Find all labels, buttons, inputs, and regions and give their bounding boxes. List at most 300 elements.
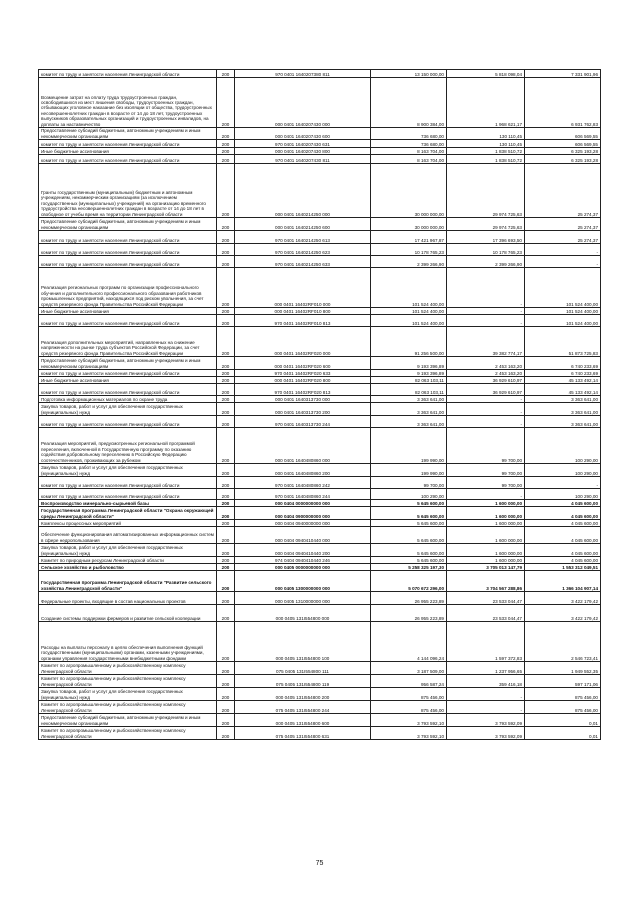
line-item-name: Сельское хозяйство и рыболовство <box>39 564 217 571</box>
remaining-amount: 6 325 193,28 <box>525 148 601 155</box>
executed-amount: 1 600 000,00 <box>447 544 525 557</box>
line-item-name: Гранты государственным (муниципальным) бюджетным и автономным учреждениям, некоммерческим организациям (за исключением государственных (муниципальных) учреждений) на организацию временного трудоустройства несовершеннолетних граждан в возрасте от 14 до 18 лет в свободное от учебы время на территории Ленинградской области <box>39 164 217 218</box>
table-row <box>39 701 601 714</box>
table-row <box>39 507 601 520</box>
executed-amount: 1 838 510,72 <box>447 148 525 155</box>
line-code: 200 <box>217 507 235 520</box>
line-code: 200 <box>217 727 235 740</box>
approved-amount: 4 144 096,24 <box>371 622 447 662</box>
budget-classification-code: 000 0401 1640207430 600 <box>235 128 371 140</box>
line-code: 200 <box>217 327 235 357</box>
executed-amount: - <box>447 489 525 500</box>
budget-classification-code: 000 0401 1640214250 600 <box>235 218 371 231</box>
executed-amount: 29 974 725,63 <box>447 164 525 218</box>
budget-classification-code: 000 0405 1310000000 000 <box>235 592 371 605</box>
line-item-name: комитет по труду и занятости населения Ленинградской области <box>39 70 217 78</box>
remaining-amount: 100 290,00 <box>525 489 601 500</box>
table-row <box>39 315 601 327</box>
budget-classification-code: 970 0401 16402RF010 813 <box>235 315 371 327</box>
remaining-amount: 875 456,00 <box>525 688 601 701</box>
approved-amount: 101 524 400,00 <box>371 315 447 327</box>
budget-classification-code: 000 0401 16402RF010 800 <box>235 308 371 315</box>
approved-amount: 101 524 400,00 <box>371 268 447 308</box>
table-row <box>39 218 601 231</box>
table-row <box>39 605 601 622</box>
line-item-name: комитет по труду и занятости населения Ленинградской области <box>39 231 217 244</box>
line-item-name: Государственная программа Ленинградской области "Развитие сельского хозяйства Ленинградской области" <box>39 571 217 592</box>
approved-amount: 736 680,00 <box>371 140 447 148</box>
table-row <box>39 327 601 357</box>
executed-amount: - <box>447 396 525 403</box>
table-row <box>39 727 601 740</box>
budget-table <box>38 69 601 740</box>
remaining-amount: 4 045 600,00 <box>525 527 601 544</box>
remaining-amount: - <box>525 256 601 268</box>
budget-classification-code: 970 0401 1640313730 244 <box>235 416 371 428</box>
executed-amount: - <box>447 688 525 701</box>
executed-amount: 99 700,00 <box>447 464 525 477</box>
table-row <box>39 155 601 164</box>
table-row <box>39 396 601 403</box>
table-row <box>39 527 601 544</box>
line-item-name: Иные бюджетные ассигнования <box>39 377 217 384</box>
approved-amount: 101 524 400,00 <box>371 308 447 315</box>
approved-amount: 8 163 704,00 <box>371 155 447 164</box>
line-code: 200 <box>217 70 235 78</box>
executed-amount: 2 453 163,20 <box>447 370 525 377</box>
line-item-name: комитет по труду и занятости населения Ленинградской области <box>39 370 217 377</box>
executed-amount: 23 533 044,47 <box>447 605 525 622</box>
budget-classification-code: 000 0405 131I554800 600 <box>235 714 371 727</box>
table-row <box>39 592 601 605</box>
line-item-name: Комитет по агропромышленному и рыбохозяйственному комплексу Ленинградской области <box>39 675 217 688</box>
remaining-amount: 7 331 901,96 <box>525 70 601 78</box>
remaining-amount: 6 325 193,28 <box>525 155 601 164</box>
approved-amount: 13 150 000,00 <box>371 70 447 78</box>
table-row <box>39 477 601 489</box>
budget-classification-code: 075 0405 131I554800 119 <box>235 675 371 688</box>
budget-classification-code: 970 0401 1640207430 631 <box>235 140 371 148</box>
approved-amount: 5 645 600,00 <box>371 507 447 520</box>
approved-amount: 26 955 223,89 <box>371 592 447 605</box>
line-code: 200 <box>217 244 235 256</box>
executed-amount: 3 705 013 147,79 <box>447 564 525 571</box>
remaining-amount: 25 274,37 <box>525 218 601 231</box>
remaining-amount: 1 553 312 049,51 <box>525 564 601 571</box>
remaining-amount: 606 569,55 <box>525 128 601 140</box>
approved-amount: 5 645 600,00 <box>371 527 447 544</box>
line-code: 200 <box>217 256 235 268</box>
line-code: 200 <box>217 544 235 557</box>
approved-amount: 26 955 223,89 <box>371 605 447 622</box>
line-code: 200 <box>217 571 235 592</box>
approved-amount: 875 456,00 <box>371 688 447 701</box>
executed-amount: 1 838 510,72 <box>447 155 525 164</box>
budget-classification-code: 000 0405 131I554800 000 <box>235 605 371 622</box>
executed-amount: 1 600 000,00 <box>447 500 525 507</box>
remaining-amount: 100 290,00 <box>525 428 601 464</box>
budget-classification-code: 000 0401 1640480860 000 <box>235 428 371 464</box>
table-row <box>39 308 601 315</box>
remaining-amount: 6 740 233,69 <box>525 357 601 370</box>
remaining-amount: 51 873 725,83 <box>525 327 601 357</box>
budget-classification-code: 000 0401 1640313730 000 <box>235 396 371 403</box>
table-row <box>39 571 601 592</box>
budget-classification-code: 075 0405 131I554800 244 <box>235 701 371 714</box>
remaining-amount: 101 524 400,00 <box>525 268 601 308</box>
table-row <box>39 403 601 416</box>
table-row <box>39 370 601 377</box>
executed-amount: 2 453 163,20 <box>447 357 525 370</box>
table-row <box>39 70 601 78</box>
line-code: 200 <box>217 155 235 164</box>
table-row <box>39 675 601 688</box>
approved-amount: 30 000 000,00 <box>371 164 447 218</box>
line-item-name: Предоставление субсидий бюджетным, автономным учреждениям и иным некоммерческим организациям <box>39 357 217 370</box>
line-item-name: Создание системы поддержки фермеров и развитие сельской кооперации <box>39 605 217 622</box>
line-item-name: Реализация региональных программ по организации профессионального обучения и дополнительного профессионального образования работников промышленных предприятий, находящихся под риском увольнения, за счет средств резервного фонда Правительства Российской Федерации <box>39 268 217 308</box>
budget-classification-code: 000 0405 1300000000 000 <box>235 571 371 592</box>
remaining-amount: 25 274,37 <box>525 231 601 244</box>
remaining-amount: 1 949 552,35 <box>525 662 601 675</box>
line-code: 200 <box>217 416 235 428</box>
line-item-name: Предоставление субсидий бюджетным, автономным учреждениям и иным некоммерческим организациям <box>39 218 217 231</box>
executed-amount: 359 416,18 <box>447 675 525 688</box>
line-code: 200 <box>217 688 235 701</box>
budget-classification-code: 075 0405 131I554800 111 <box>235 662 371 675</box>
executed-amount: 130 110,45 <box>447 128 525 140</box>
table-row <box>39 416 601 428</box>
remaining-amount: 2 546 723,41 <box>525 622 601 662</box>
budget-classification-code: 970 0401 1640207430 811 <box>235 155 371 164</box>
remaining-amount: 4 045 600,00 <box>525 507 601 520</box>
table-row <box>39 357 601 370</box>
executed-amount: 99 700,00 <box>447 477 525 489</box>
remaining-amount: 3 422 179,42 <box>525 592 601 605</box>
approved-amount: 17 421 967,87 <box>371 231 447 244</box>
line-code: 200 <box>217 527 235 544</box>
approved-amount: 100 290,00 <box>371 489 447 500</box>
budget-classification-code: 000 0405 0000000000 000 <box>235 564 371 571</box>
line-code: 200 <box>217 557 235 564</box>
remaining-amount: 3 363 641,00 <box>525 403 601 416</box>
executed-amount: 1 600 000,00 <box>447 520 525 527</box>
executed-amount: 17 396 693,50 <box>447 231 525 244</box>
line-item-name: комитет по труду и занятости населения Ленинградской области <box>39 384 217 396</box>
budget-classification-code: 000 0401 1640207430 800 <box>235 148 371 155</box>
remaining-amount: 1 366 104 907,14 <box>525 571 601 592</box>
budget-classification-code: 000 0401 16402RF020 800 <box>235 377 371 384</box>
budget-classification-code: 000 0401 1640207430 000 <box>235 78 371 128</box>
line-item-name: Предоставление субсидий бюджетным, автономным учреждениям и иным некоммерческим организациям <box>39 128 217 140</box>
line-item-name: Федеральные проекты, входящие в состав национальных проектов <box>39 592 217 605</box>
line-item-name: комитет по труду и занятости населения Ленинградской области <box>39 416 217 428</box>
executed-amount: 3 704 567 288,86 <box>447 571 525 592</box>
line-item-name: комитет по труду и занятости населения Ленинградской области <box>39 256 217 268</box>
line-item-name: комитет по труду и занятости населения Ленинградской области <box>39 477 217 489</box>
executed-amount: - <box>447 308 525 315</box>
approved-amount: 3 793 592,10 <box>371 727 447 740</box>
line-item-name: комитет по труду и занятости населения Ленинградской области <box>39 489 217 500</box>
budget-classification-code: 970 0401 1640214250 633 <box>235 256 371 268</box>
budget-table-body <box>39 70 601 740</box>
table-row <box>39 464 601 477</box>
line-item-name: Реализация мероприятий, предусмотренных региональной программой переселения, включенной в Государственную программу по оказанию содействия добровольному переселению в Российскую Федерацию соотечественников, проживающих за рубежом <box>39 428 217 464</box>
executed-amount: - <box>447 416 525 428</box>
budget-classification-code: 970 0401 1640214250 613 <box>235 231 371 244</box>
remaining-amount: 4 045 600,00 <box>525 500 601 507</box>
executed-amount: 1 600 000,00 <box>447 557 525 564</box>
budget-classification-code: 000 0404 0940410440 000 <box>235 527 371 544</box>
line-item-name: комитет по труду и занятости населения Ленинградской области <box>39 140 217 148</box>
remaining-amount: - <box>525 244 601 256</box>
line-item-name: Комплексы процессных мероприятий <box>39 520 217 527</box>
executed-amount: 23 533 044,47 <box>447 592 525 605</box>
approved-amount: 5 645 600,00 <box>371 544 447 557</box>
budget-classification-code: 000 0405 131I554800 100 <box>235 622 371 662</box>
line-code: 200 <box>217 148 235 155</box>
budget-classification-code: 970 0401 1640480860 242 <box>235 477 371 489</box>
approved-amount: 3 363 641,00 <box>371 416 447 428</box>
executed-amount: 1 600 000,00 <box>447 527 525 544</box>
executed-amount: - <box>447 315 525 327</box>
remaining-amount: 25 274,37 <box>525 164 601 218</box>
line-item-name: Комитет по агропромышленному и рыбохозяйственному комплексу Ленинградской области <box>39 727 217 740</box>
line-item-name: Государственная программа Ленинградской области "Охрана окружающей среды Ленинградской области" <box>39 507 217 520</box>
line-item-name: Реализация дополнительных мероприятий, направленных на снижение напряженности на рынке труда субъектов Российской Федерации, за счет средств резервного фонда Правительства Российской Федерации <box>39 327 217 357</box>
table-row <box>39 622 601 662</box>
executed-amount: 5 818 098,04 <box>447 70 525 78</box>
remaining-amount: 6 931 762,83 <box>525 78 601 128</box>
line-code: 200 <box>217 564 235 571</box>
executed-amount: 99 700,00 <box>447 428 525 464</box>
approved-amount: 3 793 592,10 <box>371 714 447 727</box>
table-row <box>39 140 601 148</box>
remaining-amount: 3 363 641,00 <box>525 396 601 403</box>
budget-classification-code: 000 0404 0940410440 200 <box>235 544 371 557</box>
budget-classification-code: 000 0401 1640480860 200 <box>235 464 371 477</box>
executed-amount: 36 929 610,97 <box>447 384 525 396</box>
line-code: 200 <box>217 592 235 605</box>
executed-amount: - <box>447 268 525 308</box>
budget-classification-code: 000 0404 0900000000 000 <box>235 507 371 520</box>
executed-amount: 130 110,45 <box>447 140 525 148</box>
remaining-amount: 606 569,55 <box>525 140 601 148</box>
budget-classification-code: 970 0401 16402RF020 813 <box>235 384 371 396</box>
approved-amount: 3 363 641,00 <box>371 403 447 416</box>
table-row <box>39 500 601 507</box>
line-item-name: Закупка товаров, работ и услуг для обеспечения государственных (муниципальных) нужд <box>39 544 217 557</box>
remaining-amount: 875 456,00 <box>525 701 601 714</box>
table-row <box>39 428 601 464</box>
table-row <box>39 662 601 675</box>
line-code: 200 <box>217 403 235 416</box>
executed-amount: 10 178 765,23 <box>447 244 525 256</box>
line-code: 200 <box>217 357 235 370</box>
executed-amount: 1 237 956,65 <box>447 662 525 675</box>
executed-amount: 1 968 621,17 <box>447 78 525 128</box>
line-code: 200 <box>217 675 235 688</box>
remaining-amount: - <box>525 477 601 489</box>
line-item-name: Иные бюджетные ассигнования <box>39 308 217 315</box>
approved-amount: 9 193 396,89 <box>371 370 447 377</box>
line-code: 200 <box>217 396 235 403</box>
executed-amount: 29 974 725,63 <box>447 218 525 231</box>
approved-amount: 8 900 384,00 <box>371 78 447 128</box>
budget-classification-code: 970 0401 1640480860 244 <box>235 489 371 500</box>
line-code: 200 <box>217 140 235 148</box>
budget-classification-code: 000 0401 1640214250 000 <box>235 164 371 218</box>
remaining-amount: 4 045 600,00 <box>525 557 601 564</box>
approved-amount: 82 063 103,11 <box>371 377 447 384</box>
table-row <box>39 557 601 564</box>
table-row <box>39 231 601 244</box>
line-item-name: комитет по труду и занятости населения Ленинградской области <box>39 155 217 164</box>
table-row <box>39 489 601 500</box>
remaining-amount: 4 045 600,00 <box>525 520 601 527</box>
approved-amount: 10 178 765,23 <box>371 244 447 256</box>
budget-classification-code: 000 0404 0000000000 000 <box>235 500 371 507</box>
line-code: 200 <box>217 268 235 308</box>
executed-amount: 2 399 266,90 <box>447 256 525 268</box>
remaining-amount: 101 524 400,00 <box>525 308 601 315</box>
line-code: 200 <box>217 477 235 489</box>
line-item-name: Иные бюджетные ассигнования <box>39 148 217 155</box>
line-code: 200 <box>217 308 235 315</box>
table-row <box>39 244 601 256</box>
line-item-name: Комитет по природным ресурсам Ленинградской области <box>39 557 217 564</box>
line-code: 200 <box>217 128 235 140</box>
budget-classification-code: 974 0404 0940410440 246 <box>235 557 371 564</box>
executed-amount: 36 929 610,97 <box>447 377 525 384</box>
line-item-name: Предоставление субсидий бюджетным, автономным учреждениям и иным некоммерческим организациям <box>39 714 217 727</box>
remaining-amount: 101 524 400,00 <box>525 315 601 327</box>
approved-amount: 82 063 103,11 <box>371 384 447 396</box>
approved-amount: 5 070 672 296,00 <box>371 571 447 592</box>
page-number: 75 <box>315 860 324 867</box>
budget-classification-code: 000 0401 16402RF010 000 <box>235 268 371 308</box>
line-code: 200 <box>217 605 235 622</box>
budget-classification-code: 000 0404 0940000000 000 <box>235 520 371 527</box>
budget-classification-code: 000 0401 16402RF020 600 <box>235 357 371 370</box>
executed-amount: 1 597 372,83 <box>447 622 525 662</box>
line-item-name: Обеспечение функционирования автоматизированных информационных систем в сфере недропользования <box>39 527 217 544</box>
table-row <box>39 128 601 140</box>
executed-amount: 39 382 774,17 <box>447 327 525 357</box>
line-code: 200 <box>217 464 235 477</box>
approved-amount: 91 256 500,00 <box>371 327 447 357</box>
remaining-amount: 4 045 600,00 <box>525 544 601 557</box>
table-row <box>39 164 601 218</box>
budget-classification-code: 000 0405 131I554800 200 <box>235 688 371 701</box>
line-code: 200 <box>217 622 235 662</box>
line-code: 200 <box>217 384 235 396</box>
line-item-name: Закупка товаров, работ и услуг для обеспечения государственных (муниципальных) нужд <box>39 688 217 701</box>
table-row <box>39 520 601 527</box>
line-item-name: Закупка товаров, работ и услуг для обеспечения государственных (муниципальных) нужд <box>39 403 217 416</box>
approved-amount: 199 990,00 <box>371 464 447 477</box>
table-row <box>39 377 601 384</box>
approved-amount: 3 187 509,00 <box>371 662 447 675</box>
table-row <box>39 148 601 155</box>
executed-amount: - <box>447 701 525 714</box>
table-row <box>39 688 601 701</box>
approved-amount: 5 258 325 197,30 <box>371 564 447 571</box>
line-code: 200 <box>217 714 235 727</box>
remaining-amount: 100 290,00 <box>525 464 601 477</box>
line-code: 200 <box>217 231 235 244</box>
line-item-name: Закупка товаров, работ и услуг для обеспечения государственных (муниципальных) нужд <box>39 464 217 477</box>
table-row <box>39 714 601 727</box>
approved-amount: 956 587,24 <box>371 675 447 688</box>
line-code: 200 <box>217 377 235 384</box>
budget-classification-code: 970 0401 1640214250 623 <box>235 244 371 256</box>
table-row <box>39 268 601 308</box>
approved-amount: 99 700,00 <box>371 477 447 489</box>
executed-amount: 1 600 000,00 <box>447 507 525 520</box>
approved-amount: 5 645 600,00 <box>371 500 447 507</box>
budget-classification-code: 075 0405 131I554800 631 <box>235 727 371 740</box>
executed-amount: 3 793 592,09 <box>447 727 525 740</box>
line-code: 200 <box>217 315 235 327</box>
line-code: 200 <box>217 218 235 231</box>
line-code: 200 <box>217 489 235 500</box>
line-item-name: комитет по труду и занятости населения Ленинградской области <box>39 315 217 327</box>
line-code: 200 <box>217 520 235 527</box>
remaining-amount: 45 133 492,14 <box>525 384 601 396</box>
line-item-name: комитет по труду и занятости населения Ленинградской области <box>39 244 217 256</box>
table-row <box>39 256 601 268</box>
remaining-amount: 597 171,06 <box>525 675 601 688</box>
line-item-name: Комитет по агропромышленному и рыбохозяйственному комплексу Ленинградской области <box>39 701 217 714</box>
approved-amount: 30 000 000,00 <box>371 218 447 231</box>
remaining-amount: 6 740 233,69 <box>525 370 601 377</box>
remaining-amount: 0,01 <box>525 714 601 727</box>
budget-classification-code: 000 0401 1640313730 200 <box>235 403 371 416</box>
line-code: 200 <box>217 78 235 128</box>
table-row <box>39 564 601 571</box>
line-code: 200 <box>217 370 235 377</box>
remaining-amount: 0,01 <box>525 727 601 740</box>
executed-amount: 3 793 592,09 <box>447 714 525 727</box>
approved-amount: 3 363 641,00 <box>371 396 447 403</box>
remaining-amount: 3 363 641,00 <box>525 416 601 428</box>
line-code: 200 <box>217 701 235 714</box>
approved-amount: 9 193 396,89 <box>371 357 447 370</box>
budget-classification-code: 970 0401 1640207380 811 <box>235 70 371 78</box>
line-code: 200 <box>217 662 235 675</box>
table-row <box>39 384 601 396</box>
line-code: 200 <box>217 500 235 507</box>
executed-amount: - <box>447 403 525 416</box>
approved-amount: 5 645 600,00 <box>371 520 447 527</box>
budget-classification-code: 000 0401 16402RF020 000 <box>235 327 371 357</box>
line-item-name: Возмещение затрат на оплату труда трудоустроенных граждан, освободившихся из мест лишения свободы, трудоустроенных граждан, отбывающих уголовное наказание без изоляции от общества, трудоустроенных несовершеннолетних граждан в возрасте от 14 до 18 лет, трудоустроенных выпускников образовательных организаций и трудоустроенных инвалидов, на доплаты за наставничество <box>39 78 217 128</box>
table-row <box>39 78 601 128</box>
remaining-amount: 45 133 492,14 <box>525 377 601 384</box>
line-item-name: Подготовка информационных материалов по охране труда <box>39 396 217 403</box>
approved-amount: 8 163 704,00 <box>371 148 447 155</box>
approved-amount: 736 680,00 <box>371 128 447 140</box>
line-code: 200 <box>217 428 235 464</box>
approved-amount: 2 399 266,90 <box>371 256 447 268</box>
line-code: 200 <box>217 164 235 218</box>
remaining-amount: 3 422 179,42 <box>525 605 601 622</box>
approved-amount: 5 645 600,00 <box>371 557 447 564</box>
approved-amount: 875 456,00 <box>371 701 447 714</box>
approved-amount: 199 990,00 <box>371 428 447 464</box>
line-item-name: Расходы на выплаты персоналу в целях обеспечения выполнения функций государственными (муниципальными) органами, казенными учреждениями, органами управления государственными внебюджетными фондами <box>39 622 217 662</box>
